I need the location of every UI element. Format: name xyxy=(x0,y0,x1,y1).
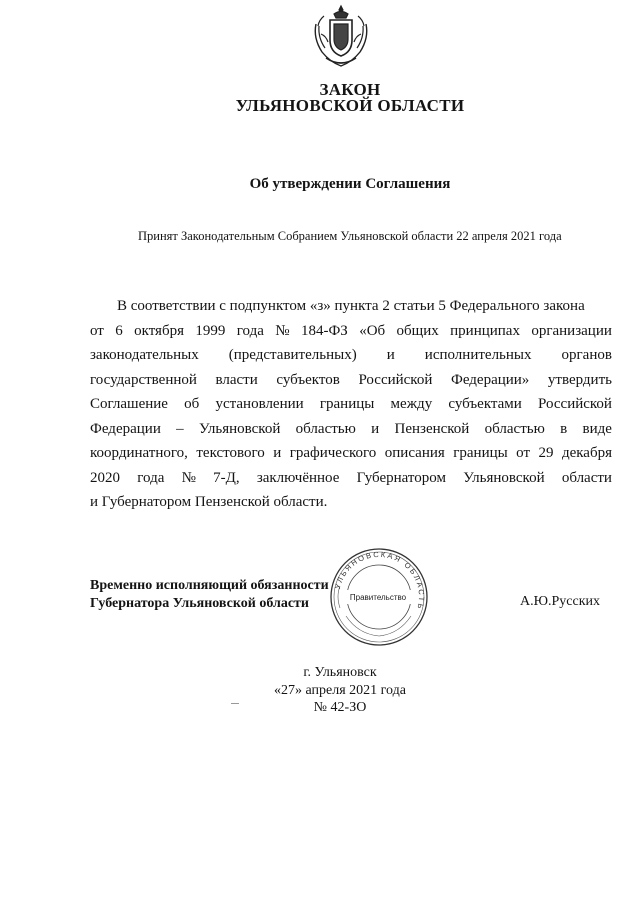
body-line: координатного, текстового и графического описания границы от 29 декабря xyxy=(90,445,612,461)
seal-center-text: Правительство xyxy=(349,593,407,602)
coat-of-arms-emblem xyxy=(312,4,370,70)
adoption-note: Принят Законодательным Собранием Ульяновской области 22 апреля 2021 года xyxy=(138,229,562,243)
body-line: Федерации – Ульяновской областью и Пензенской областью в виде xyxy=(90,421,612,437)
body-line: от 6 октября 1999 года № 184-ФЗ «Об общих принципах организации xyxy=(90,323,612,339)
scan-mark xyxy=(231,703,239,704)
body-line: 2020 года № 7-Д, заключённое Губернатором Ульяновской области xyxy=(90,470,612,486)
official-seal xyxy=(328,546,430,648)
seal-ring-text: УЛЬЯНОВСКАЯ ОБЛАСТЬ xyxy=(332,549,427,612)
body-line: В соответствии с подпунктом «з» пункта 2 статьи 5 Федерального закона xyxy=(117,298,585,314)
body-line: и Губернатором Пензенской области. xyxy=(90,494,328,510)
law-number: № 42-ЗО xyxy=(313,700,367,715)
body-line: законодательных (представительных) и исполнительных органов xyxy=(90,347,612,363)
signing-date: «27» апреля 2021 года xyxy=(274,683,406,698)
body-line: Соглашение об установлении границы между субъектами Российской xyxy=(90,396,612,412)
signatory-position: Губернатора Ульяновской области xyxy=(90,596,309,611)
law-title: ЗАКОН xyxy=(319,80,381,99)
signatory-name: А.Ю.Русских xyxy=(520,594,601,609)
law-body xyxy=(90,296,612,521)
law-subject: Об утверждении Соглашения xyxy=(249,176,451,192)
body-line: государственной власти субъектов Российской Федерации» утвердить xyxy=(90,372,612,388)
region-title: УЛЬЯНОВСКОЙ ОБЛАСТИ xyxy=(235,96,465,115)
place-of-signing: г. Ульяновск xyxy=(303,665,377,680)
signatory-position: Временно исполняющий обязанности xyxy=(90,578,329,593)
